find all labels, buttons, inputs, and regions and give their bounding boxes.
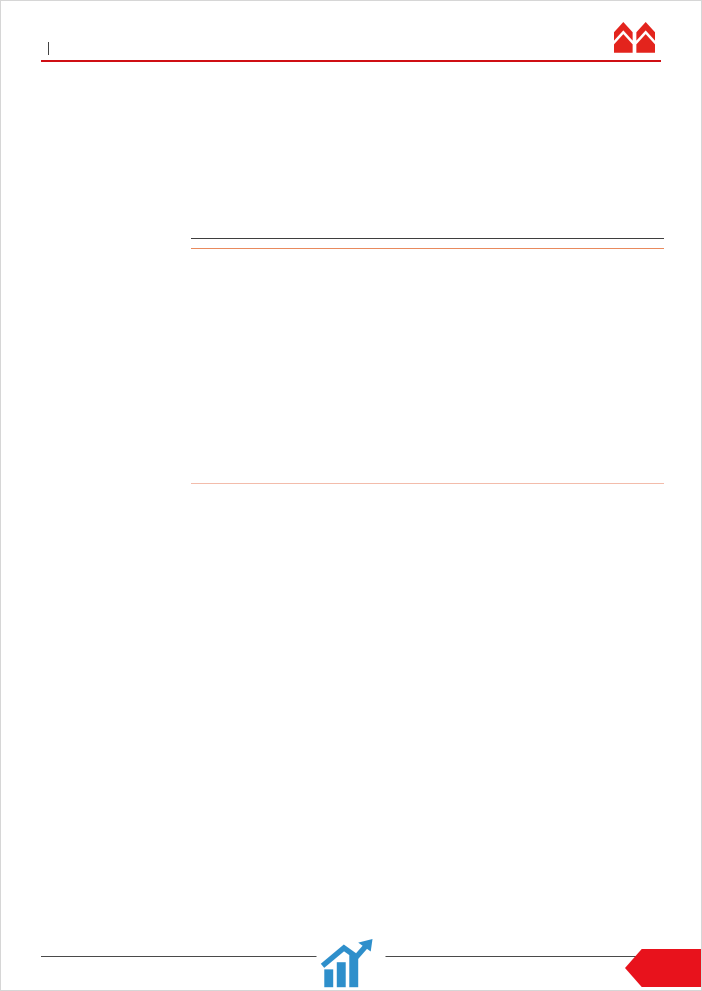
header-meta — [41, 42, 56, 55]
huatai-logo-icon — [614, 19, 655, 58]
figure-4 — [191, 238, 664, 490]
page-number-badge — [625, 949, 701, 987]
net-financing-bar-chart — [191, 271, 664, 479]
watermark — [317, 939, 386, 991]
figure-title-row — [191, 238, 664, 249]
header-divider — [48, 42, 49, 55]
chart-container — [191, 255, 664, 484]
page-header — [41, 17, 661, 62]
chart-header — [191, 255, 664, 271]
brand-logo — [614, 19, 661, 58]
watermark-chart-icon — [321, 939, 375, 991]
